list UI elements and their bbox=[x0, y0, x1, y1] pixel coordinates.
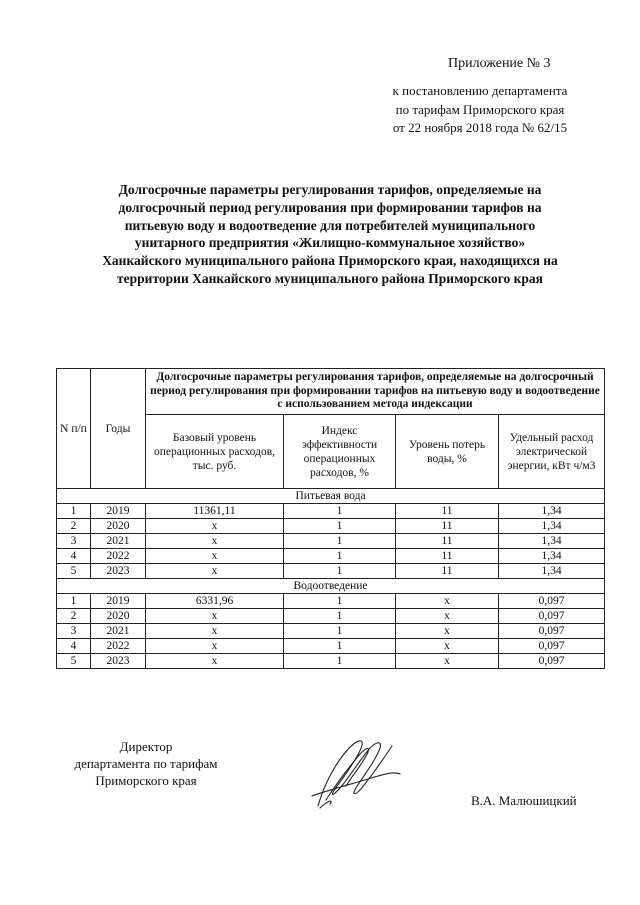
cell-energy: 0,097 bbox=[499, 654, 605, 669]
cell-year: 2019 bbox=[91, 504, 146, 519]
cell-energy: 0,097 bbox=[499, 594, 605, 609]
cell-loss: х bbox=[396, 639, 499, 654]
header-year: Годы bbox=[91, 369, 146, 489]
cell-energy: 1,34 bbox=[499, 564, 605, 579]
section-row bbox=[57, 579, 605, 594]
cell-year: 2021 bbox=[91, 624, 146, 639]
cell-energy: 0,097 bbox=[499, 624, 605, 639]
cell-loss: х bbox=[396, 654, 499, 669]
cell-index: 1 bbox=[284, 504, 396, 519]
appendix-number: Приложение № 3 bbox=[448, 56, 551, 71]
cell-base: х bbox=[146, 609, 284, 624]
cell-loss: 11 bbox=[396, 504, 499, 519]
cell-energy: 1,34 bbox=[499, 549, 605, 564]
cell-n: 3 bbox=[57, 534, 91, 549]
appendix-line-3: от 22 ноября 2018 года № 62/15 bbox=[392, 120, 568, 135]
cell-loss: 11 bbox=[396, 549, 499, 564]
table-row bbox=[57, 519, 605, 534]
cell-energy: 1,34 bbox=[499, 504, 605, 519]
cell-index: 1 bbox=[284, 624, 396, 639]
cell-energy: 0,097 bbox=[499, 609, 605, 624]
cell-energy: 1,34 bbox=[499, 534, 605, 549]
handwritten-signature bbox=[300, 732, 410, 812]
cell-n: 5 bbox=[57, 654, 91, 669]
cell-n: 1 bbox=[57, 504, 91, 519]
cell-year: 2023 bbox=[91, 654, 146, 669]
cell-index: 1 bbox=[284, 549, 396, 564]
cell-base: х bbox=[146, 564, 284, 579]
document-title: Долгосрочные параметры регулирования тарифов, определяемые на долгосрочный период регулирования при формировании тарифов на питьевую воду и водоотведение для потребителей муниципального унитарного предприятия «Жилищно-коммунальное хозяйство» Ханкайского муниципального района Приморского края, находящихся на территории Ханкайского муниципального района Приморского края bbox=[102, 182, 558, 286]
cell-n: 4 bbox=[57, 549, 91, 564]
signer-position bbox=[56, 738, 236, 789]
header-energy-use: Удельный расход электрической энергии, кВт ч/м3 bbox=[499, 415, 605, 489]
cell-base: х bbox=[146, 549, 284, 564]
cell-year: 2019 bbox=[91, 594, 146, 609]
cell-energy: 1,34 bbox=[499, 519, 605, 534]
cell-year: 2022 bbox=[91, 549, 146, 564]
table-row bbox=[57, 534, 605, 549]
cell-index: 1 bbox=[284, 639, 396, 654]
table-row bbox=[57, 609, 605, 624]
cell-energy: 0,097 bbox=[499, 639, 605, 654]
cell-index: 1 bbox=[284, 564, 396, 579]
cell-base: х bbox=[146, 639, 284, 654]
section-title: Водоотведение bbox=[57, 579, 605, 594]
table-row bbox=[57, 564, 605, 579]
cell-base: х bbox=[146, 534, 284, 549]
cell-loss: х bbox=[396, 624, 499, 639]
cell-base: х bbox=[146, 654, 284, 669]
cell-index: 1 bbox=[284, 519, 396, 534]
cell-year: 2020 bbox=[91, 609, 146, 624]
header-group: Долгосрочные параметры регулирования тарифов, определяемые на долгосрочный период регулирования при формировании тарифов на питьевую воду и водоотведение с использованием метода индексации bbox=[146, 369, 605, 415]
table-row bbox=[57, 624, 605, 639]
signer-name: В.А. Малюшицкий bbox=[471, 793, 577, 808]
cell-n: 3 bbox=[57, 624, 91, 639]
cell-n: 5 bbox=[57, 564, 91, 579]
cell-loss: 11 bbox=[396, 564, 499, 579]
cell-base: х bbox=[146, 519, 284, 534]
signer-position-line: Приморского края bbox=[95, 773, 197, 788]
cell-n: 2 bbox=[57, 519, 91, 534]
header-water-loss: Уровень потерь воды, % bbox=[396, 415, 499, 489]
cell-index: 1 bbox=[284, 609, 396, 624]
table-row bbox=[57, 549, 605, 564]
cell-index: 1 bbox=[284, 654, 396, 669]
cell-n: 1 bbox=[57, 594, 91, 609]
cell-base: х bbox=[146, 624, 284, 639]
cell-base: 6331,96 bbox=[146, 594, 284, 609]
table-row bbox=[57, 594, 605, 609]
cell-year: 2022 bbox=[91, 639, 146, 654]
header-efficiency-index: Индекс эффективности операционных расходов, % bbox=[284, 415, 396, 489]
section-title: Питьевая вода bbox=[57, 489, 605, 504]
cell-n: 4 bbox=[57, 639, 91, 654]
cell-loss: 11 bbox=[396, 519, 499, 534]
table-row bbox=[57, 639, 605, 654]
section-row bbox=[57, 489, 605, 504]
cell-n: 2 bbox=[57, 609, 91, 624]
cell-index: 1 bbox=[284, 534, 396, 549]
tariff-parameters-table bbox=[56, 368, 605, 669]
cell-year: 2023 bbox=[91, 564, 146, 579]
header-base-cost: Базовый уровень операционных расходов, тыс. руб. bbox=[146, 415, 284, 489]
cell-year: 2020 bbox=[91, 519, 146, 534]
cell-index: 1 bbox=[284, 594, 396, 609]
signer-position-line: Директор bbox=[119, 739, 173, 754]
header-n: N п/п bbox=[57, 369, 91, 489]
appendix-line-1: к постановлению департамента bbox=[392, 83, 568, 98]
cell-loss: х bbox=[396, 594, 499, 609]
cell-loss: х bbox=[396, 609, 499, 624]
table-row bbox=[57, 504, 605, 519]
table-body bbox=[57, 489, 605, 669]
cell-year: 2021 bbox=[91, 534, 146, 549]
cell-loss: 11 bbox=[396, 534, 499, 549]
signer-position-line: департамента по тарифам bbox=[74, 756, 218, 771]
cell-base: 11361,11 bbox=[146, 504, 284, 519]
table-row bbox=[57, 654, 605, 669]
appendix-line-2: по тарифам Приморского края bbox=[395, 102, 565, 117]
